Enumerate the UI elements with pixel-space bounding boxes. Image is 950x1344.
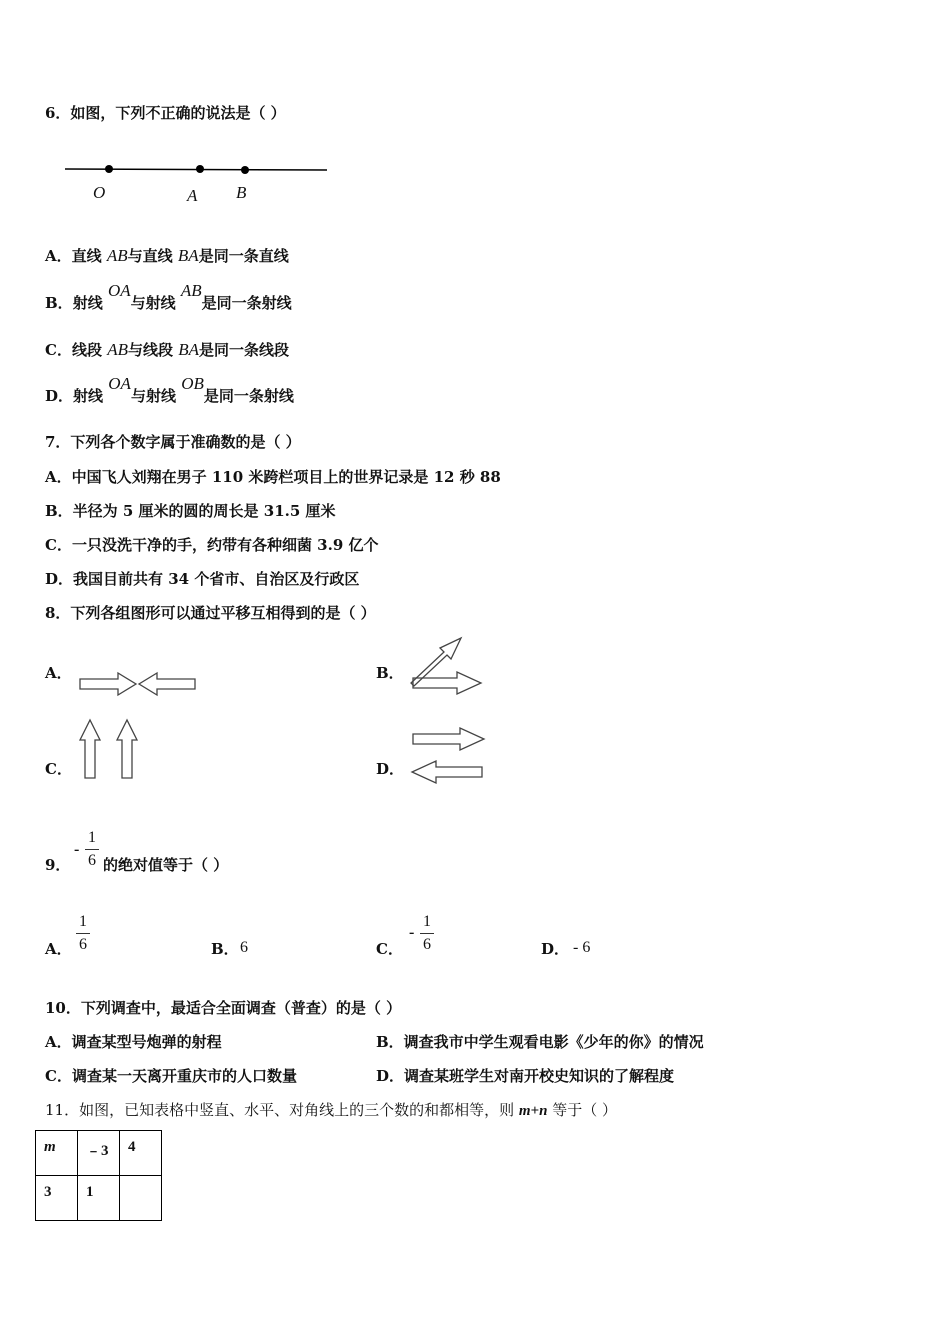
arrow-diagonal-icon	[411, 638, 461, 686]
q9-option-c-sign: -	[409, 924, 415, 941]
arrow-up-icon	[80, 720, 100, 778]
q10-option-c: C．调查某一天离开重庆市的人口数量	[45, 1067, 297, 1085]
point-o-label: O	[93, 183, 106, 202]
math-segment: BA	[178, 340, 200, 359]
fraction-bar	[420, 933, 434, 934]
table-row	[36, 1131, 162, 1176]
math-segment: BA	[177, 246, 199, 265]
table-cell	[120, 1176, 162, 1221]
table-cell: 4	[120, 1131, 162, 1176]
arrow-left-icon	[412, 761, 482, 783]
point-a-label: A	[187, 186, 198, 205]
q8-option-d-label: D．	[376, 760, 405, 778]
q7-stem: 7．下列各个数字属于准确数的是（ ）	[45, 433, 301, 451]
q9-option-b-value: 6	[240, 939, 248, 956]
q10-stem: 10．下列调查中，最适合全面调查（普查）的是（ ）	[45, 999, 402, 1017]
q9-sign: -	[74, 841, 80, 858]
q9-option-c-label: C．	[376, 940, 403, 958]
fraction-bar	[85, 849, 99, 850]
option-text: 直线	[71, 247, 102, 265]
table-cell: 1	[78, 1176, 120, 1221]
q8-option-c-label: C．	[45, 760, 72, 778]
fraction-denominator: 6	[423, 936, 431, 953]
option-text: 是同一条线段	[199, 341, 290, 359]
option-text: 与线段	[127, 341, 173, 359]
arrow-left-icon	[139, 673, 195, 695]
q9-fraction	[85, 829, 99, 870]
math-segment: OA	[107, 281, 131, 300]
option-text: 与直线	[127, 247, 173, 265]
option-label: D．	[45, 387, 74, 405]
point-b-label: B	[236, 183, 247, 202]
option-text: 射线	[72, 294, 103, 312]
q9-number: 9．	[45, 856, 71, 874]
fraction-numerator: 1	[79, 913, 87, 930]
option-label: B．	[45, 294, 73, 312]
q11-variable: m+n	[518, 1103, 548, 1119]
q9-option-d-label: D．	[541, 940, 570, 958]
fraction-numerator: 1	[423, 913, 431, 930]
option-text: 线段	[71, 341, 102, 359]
math-segment: OA	[108, 374, 131, 393]
arrow-right-icon	[413, 728, 484, 750]
table-cell: 3	[36, 1176, 78, 1221]
q9-option-d-value: - 6	[573, 939, 591, 956]
q9-option-a-label: A．	[45, 940, 72, 958]
fraction-denominator: 6	[88, 852, 96, 869]
option-text: 是同一条射线	[203, 387, 294, 405]
q8-stem: 8．下列各组图形可以通过平移互相得到的是（ ）	[45, 604, 376, 622]
q7-option-c: C．一只没洗干净的手，约带有各种细菌 3.9 亿个	[45, 536, 379, 554]
q9-stem-tail: 的绝对值等于（ ）	[103, 856, 229, 874]
q11-stem	[45, 1099, 617, 1120]
q10-option-b: B．调查我市中学生观看电影《少年的你》的情况	[376, 1033, 704, 1051]
q9-option-b-label: B．	[211, 940, 239, 958]
math-segment: AB	[107, 340, 128, 359]
q11-stem-text: 11．如图，已知表格中竖直、水平、对角线上的三个数的和都相等，则	[45, 1101, 519, 1119]
arrow-right-icon	[413, 672, 481, 694]
fraction-numerator: 1	[88, 829, 96, 846]
option-text: 与射线	[130, 294, 176, 312]
q8-option-a-label: A．	[45, 664, 72, 682]
option-text: 射线	[73, 387, 104, 405]
table-cell: ﹣3	[78, 1131, 120, 1176]
q7-option-d: D．我国目前共有 34 个省市、自治区及行政区	[45, 570, 360, 588]
option-text: 是同一条直线	[198, 247, 289, 265]
option-label: A．	[45, 247, 72, 265]
option-text: 与射线	[130, 387, 176, 405]
arrow-up-icon	[117, 720, 137, 778]
table-cell: m	[36, 1131, 78, 1176]
fraction-bar	[76, 933, 90, 934]
math-segment: AB	[180, 281, 202, 300]
q10-option-d: D．调查某班学生对南开校史知识的了解程度	[376, 1067, 675, 1085]
fraction-denominator: 6	[79, 936, 87, 953]
q7-option-b: B．半径为 5 厘米的圆的周长是 31.5 厘米	[45, 502, 336, 520]
math-segment: AB	[106, 246, 128, 265]
option-label: C．	[45, 341, 72, 359]
q11-stem-text: 等于（ ）	[547, 1101, 617, 1119]
q8-option-b-label: B．	[376, 664, 404, 682]
table-row	[36, 1176, 162, 1221]
arrow-right-icon	[80, 673, 136, 695]
q11-number-table	[35, 1130, 162, 1221]
option-text: 是同一条射线	[201, 294, 292, 312]
q7-option-a: A．中国飞人刘翔在男子 110 米跨栏项目上的世界记录是 12 秒 88	[45, 468, 501, 486]
q10-option-a: A．调查某型号炮弹的射程	[45, 1033, 222, 1051]
q9-option-a-fraction	[76, 913, 90, 954]
math-segment: OB	[181, 374, 204, 393]
q6-stem: 6．如图，下列不正确的说法是（ ）	[45, 104, 286, 122]
q9-option-c-fraction	[420, 913, 434, 954]
